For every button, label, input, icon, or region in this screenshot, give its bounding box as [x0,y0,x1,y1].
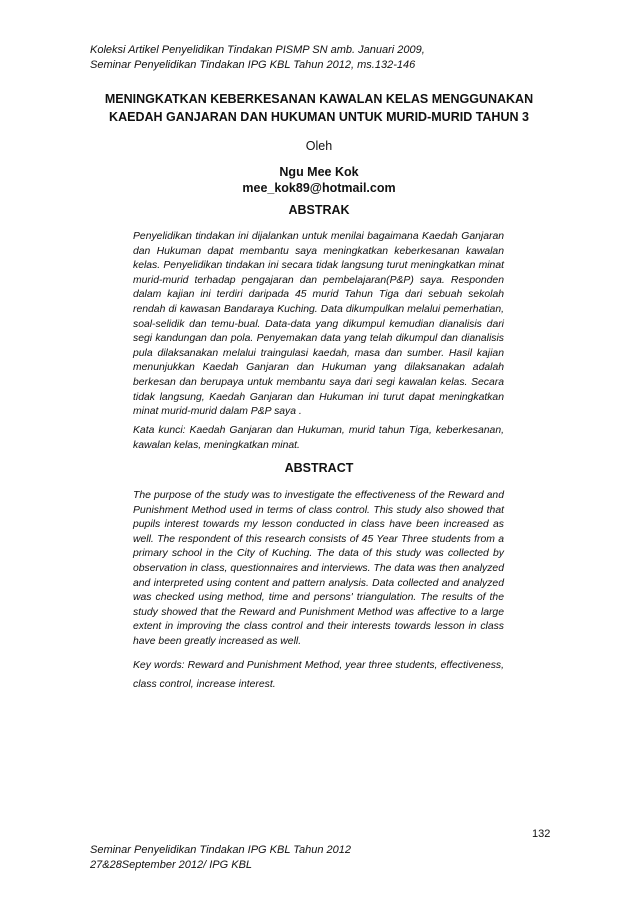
key-words: Key words: Reward and Punishment Method, year three students, effectiveness, class control, increase interest. [133,660,504,690]
footer-line-1: Seminar Penyelidikan Tindakan IPG KBL Tahun 2012 [90,844,352,856]
author-block [80,164,558,196]
abstract-body: The purpose of the study was to investigate the effectiveness of the Reward and Punishment Method used in terms of class control. This study also showed that pupils interest towards my lesson conducted in class have been increased as well. The respondent of this research consists of 45 Year Three students from a primary school in the City of Kuching. The data of this study was collected by observation in class, questionnaires and interviews. The data was then analyzed and interpreted using content and pattern analysis. Data collected and analyzed was checked using method, time and persons' triangulation. The results of the study showed that the Reward and Punishment Method was affective to a large extent in improving the class control and their interests towards lesson in class have been greatly increased as well. [133,490,504,647]
title-line-2: KAEDAH GANJARAN DAN HUKUMAN UNTUK MURID-MURID TAHUN 3 [109,110,529,124]
header-line-2: Seminar Penyelidikan Tindakan IPG KBL Tahun 2012, ms.132-146 [90,59,416,71]
kata-kunci: Kata kunci: Kaedah Ganjaran dan Hukuman, murid tahun Tiga, keberkesanan, kawalan kelas, meningkatkan minat. [133,425,504,451]
running-footer [90,843,490,873]
page-number: 132 [532,828,551,840]
author-name: Ngu Mee Kok [279,165,359,179]
oleh-label: Oleh [305,139,333,153]
abstract-heading: ABSTRACT [284,461,354,475]
abstrak-body: Penyelidikan tindakan ini dijalankan untuk menilai bagaimana Kaedah Ganjaran dan Hukuman dapat membantu saya meningkatkan keberkesanan kawalan kelas. Penyelidikan tindakan ini secara tidak langsung turut meningkatkan minat murid-murid terhadap pengajaran dan pembelajaran(P&P) saya. Responden dalam kajian ini terdiri daripada 45 murid Tahun Tiga dari sebuah sekolah rendah di kawasan Bandaraya Kuching. Data dikumpulkan melalui pemerhatian, soal-selidik dan temu-bual. Data-data yang dikumpul kemudian dianalisis dari segi kandungan dan pola. Penyemakan data yang telah dikumpul dan dianalisis pula dilaksanakan melalui traingulasi kaedah, masa dan sumber. Hasil kajian menunjukkan Kaedah Ganjaran dan Hukuman yang dilaksanakan adalah berkesan dan berupaya untuk membantu saya dari segi kawalan kelas. Secara tidak langsung, Kaedah Ganjaran dan Hukuman ini turut dapat meningkatkan minat murid-murid dalam P&P saya . [133,231,504,418]
author-email: mee_kok89@hotmail.com [242,181,396,195]
running-header [90,43,570,73]
abstrak-heading: ABSTRAK [288,203,350,217]
paper-title [80,90,558,126]
title-line-1: MENINGKATKAN KEBERKESANAN KAWALAN KELAS MENGGUNAKAN [104,92,534,106]
footer-line-2: 27&28September 2012/ IPG KBL [90,859,253,871]
header-line-1: Koleksi Artikel Penyelidikan Tindakan PISMP SN amb. Januari 2009, [90,44,425,56]
